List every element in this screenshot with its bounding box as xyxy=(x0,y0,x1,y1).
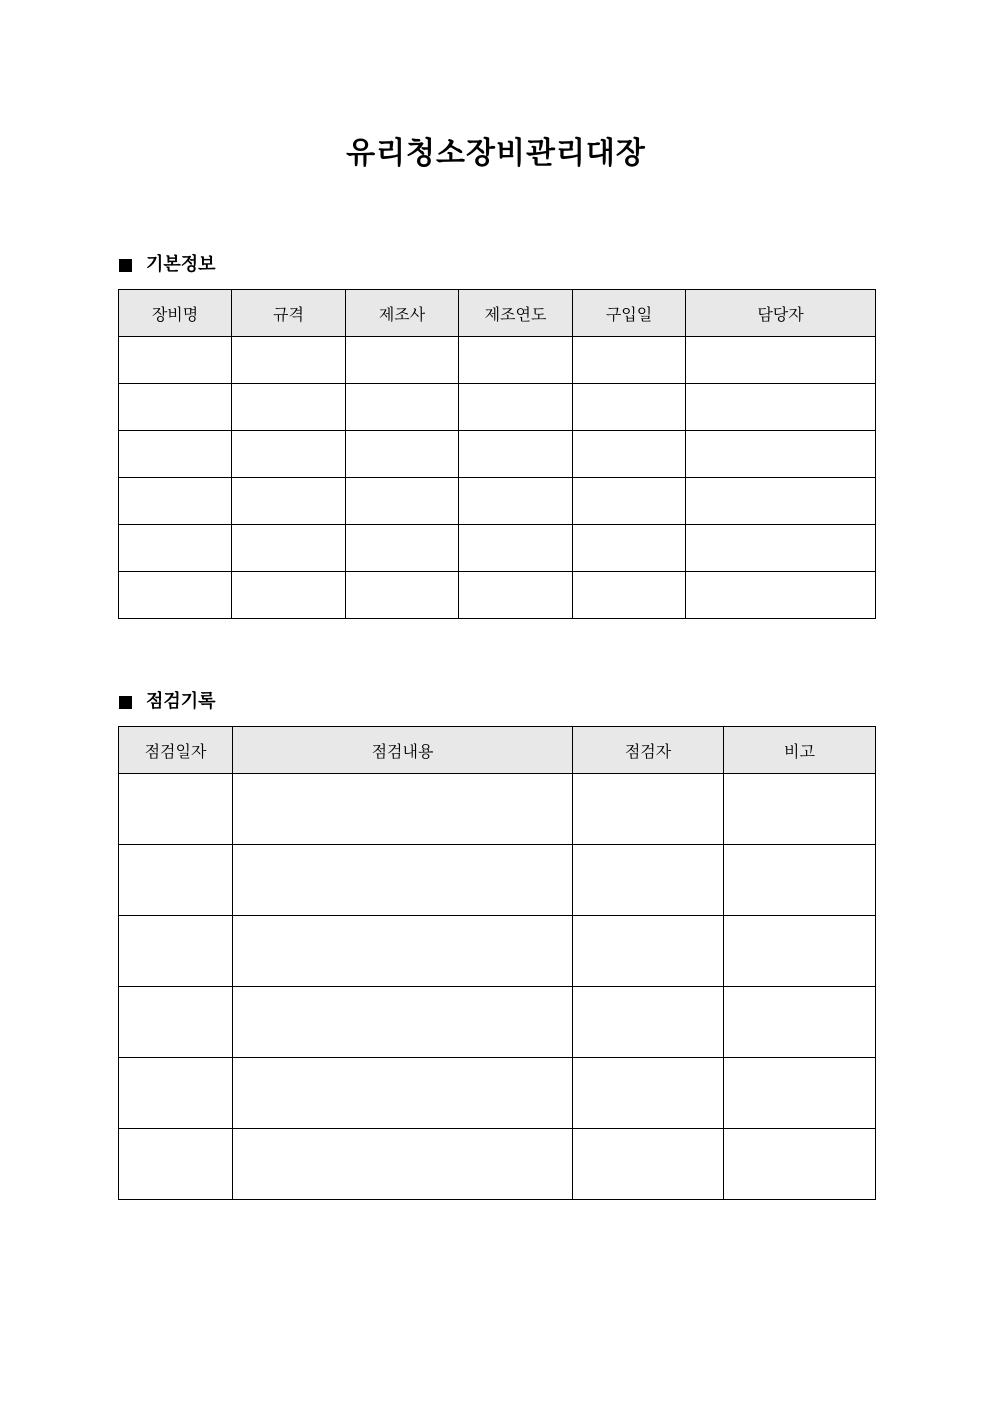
table-cell[interactable] xyxy=(573,478,686,525)
column-header: 담당자 xyxy=(686,290,876,337)
table-cell[interactable] xyxy=(233,1058,573,1129)
table-cell[interactable] xyxy=(459,525,573,572)
table-cell[interactable] xyxy=(346,384,459,431)
table-cell[interactable] xyxy=(724,774,876,845)
table-cell[interactable] xyxy=(119,1058,233,1129)
column-header: 점검일자 xyxy=(119,727,233,774)
table-cell[interactable] xyxy=(346,337,459,384)
table-cell[interactable] xyxy=(233,774,573,845)
square-bullet-icon xyxy=(119,696,132,709)
table-cell[interactable] xyxy=(724,1058,876,1129)
column-header: 구입일 xyxy=(573,290,686,337)
table-cell[interactable] xyxy=(119,774,233,845)
table-cell[interactable] xyxy=(573,987,724,1058)
table-cell[interactable] xyxy=(119,478,232,525)
table-cell[interactable] xyxy=(459,337,573,384)
table-cell[interactable] xyxy=(346,572,459,619)
table-cell[interactable] xyxy=(233,845,573,916)
basic-info-table xyxy=(118,289,876,619)
table-cell[interactable] xyxy=(232,431,346,478)
column-header: 비고 xyxy=(724,727,876,774)
table-header-row xyxy=(119,290,876,337)
column-header: 제조연도 xyxy=(459,290,573,337)
table-cell[interactable] xyxy=(119,431,232,478)
table-cell[interactable] xyxy=(119,916,233,987)
section-heading-inspection-record xyxy=(119,690,216,714)
table-cell[interactable] xyxy=(119,384,232,431)
table-cell[interactable] xyxy=(573,1058,724,1129)
table-cell[interactable] xyxy=(686,525,876,572)
table-row xyxy=(119,1058,876,1129)
table-cell[interactable] xyxy=(573,337,686,384)
table-row xyxy=(119,1129,876,1200)
table-cell[interactable] xyxy=(119,987,233,1058)
table-cell[interactable] xyxy=(573,845,724,916)
table-cell[interactable] xyxy=(232,525,346,572)
section-heading-label: 점검기록 xyxy=(146,691,216,712)
table-row xyxy=(119,774,876,845)
table-cell[interactable] xyxy=(119,572,232,619)
table-header-row xyxy=(119,727,876,774)
table-cell[interactable] xyxy=(686,572,876,619)
column-header: 규격 xyxy=(232,290,346,337)
table-cell[interactable] xyxy=(724,987,876,1058)
table-cell[interactable] xyxy=(119,845,233,916)
table-row xyxy=(119,337,876,384)
table-cell[interactable] xyxy=(573,384,686,431)
table-cell[interactable] xyxy=(233,1129,573,1200)
table-cell[interactable] xyxy=(573,431,686,478)
column-header: 점검내용 xyxy=(233,727,573,774)
table-cell[interactable] xyxy=(119,1129,233,1200)
table-cell[interactable] xyxy=(459,431,573,478)
table-cell[interactable] xyxy=(724,1129,876,1200)
table-cell[interactable] xyxy=(346,431,459,478)
table-cell[interactable] xyxy=(573,525,686,572)
square-bullet-icon xyxy=(119,259,132,272)
table-cell[interactable] xyxy=(724,916,876,987)
table-row xyxy=(119,987,876,1058)
table-cell[interactable] xyxy=(724,845,876,916)
table-cell[interactable] xyxy=(233,987,573,1058)
table-cell[interactable] xyxy=(686,431,876,478)
table-cell[interactable] xyxy=(573,1129,724,1200)
table-cell[interactable] xyxy=(232,572,346,619)
column-header: 제조사 xyxy=(346,290,459,337)
table-row xyxy=(119,384,876,431)
table-row xyxy=(119,916,876,987)
table-row xyxy=(119,525,876,572)
table-cell[interactable] xyxy=(346,525,459,572)
table-row xyxy=(119,478,876,525)
table-row xyxy=(119,572,876,619)
table-cell[interactable] xyxy=(573,774,724,845)
section-heading-label: 기본정보 xyxy=(146,254,216,275)
table-cell[interactable] xyxy=(573,916,724,987)
table-cell[interactable] xyxy=(232,478,346,525)
table-cell[interactable] xyxy=(573,572,686,619)
table-cell[interactable] xyxy=(233,916,573,987)
table-cell[interactable] xyxy=(686,478,876,525)
table-cell[interactable] xyxy=(346,478,459,525)
column-header: 장비명 xyxy=(119,290,232,337)
table-cell[interactable] xyxy=(459,384,573,431)
column-header: 점검자 xyxy=(573,727,724,774)
table-cell[interactable] xyxy=(119,525,232,572)
table-row xyxy=(119,845,876,916)
inspection-record-table xyxy=(118,726,876,1200)
table-row xyxy=(119,431,876,478)
table-cell[interactable] xyxy=(686,384,876,431)
table-cell[interactable] xyxy=(459,478,573,525)
table-cell[interactable] xyxy=(686,337,876,384)
table-cell[interactable] xyxy=(232,384,346,431)
table-cell[interactable] xyxy=(119,337,232,384)
table-cell[interactable] xyxy=(459,572,573,619)
page-title: 유리청소장비관리대장 xyxy=(346,136,646,171)
table-cell[interactable] xyxy=(232,337,346,384)
section-heading-basic-info xyxy=(119,253,216,277)
